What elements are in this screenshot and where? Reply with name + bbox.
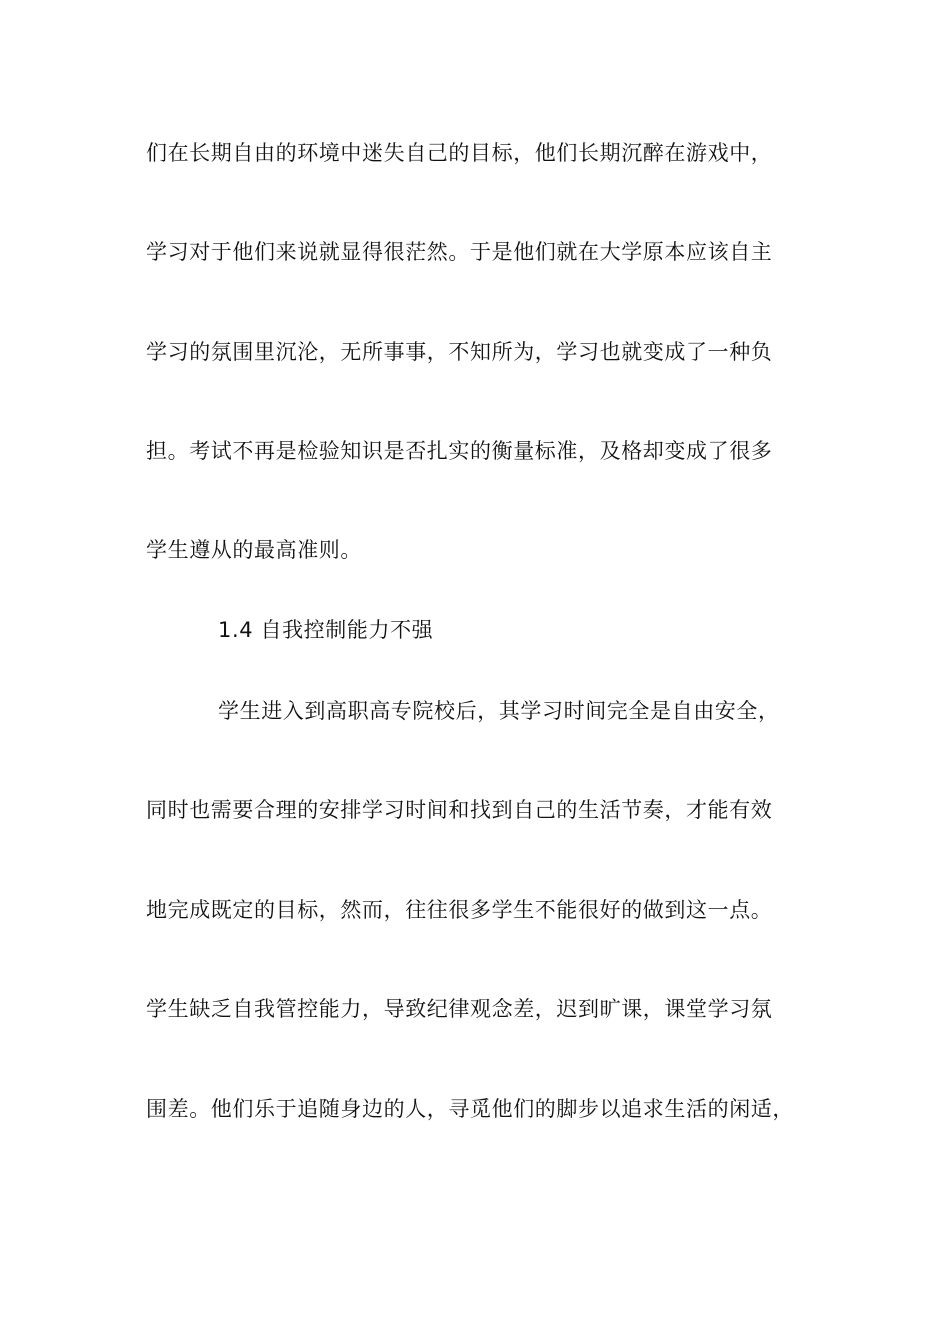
paragraph-line: 同时也需要合理的安排学习时间和找到自己的生活节奏，才能有效: [146, 798, 773, 822]
paragraph-line: 围差。他们乐于追随身边的人，寻觅他们的脚步以追求生活的闲适，: [146, 1097, 794, 1121]
paragraph-line: 学习的氛围里沉沦，无所事事，不知所为，学习也就变成了一种负: [146, 340, 773, 364]
paragraph-line: 学生进入到高职高专院校后，其学习时间完全是自由安全，: [218, 699, 780, 723]
paragraph-line: 地完成既定的目标，然而，往往很多学生不能很好的做到这一点。: [146, 898, 773, 922]
section-heading: 1.4 自我控制能力不强: [218, 618, 434, 642]
paragraph-line: 学生遵从的最高准则。: [146, 538, 362, 562]
paragraph-line: 学习对于他们来说就显得很茫然。于是他们就在大学原本应该自主: [146, 240, 773, 264]
paragraph-line: 们在长期自由的环境中迷失自己的目标，他们长期沉醉在游戏中，: [146, 141, 773, 165]
paragraph-line: 学生缺乏自我管控能力，导致纪律观念差，迟到旷课，课堂学习氛: [146, 997, 773, 1021]
paragraph-line: 担。考试不再是检验知识是否扎实的衡量标准，及格却变成了很多: [146, 439, 773, 463]
